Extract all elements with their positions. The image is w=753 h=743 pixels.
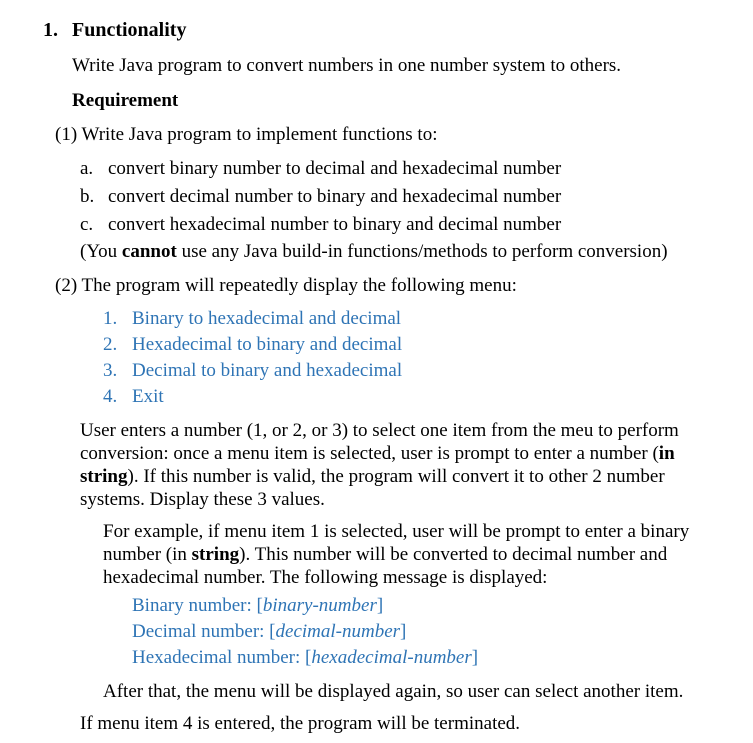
example-before: For example, if menu item 1 is selected, user will be prompt to enter a binary number (in bbox=[103, 521, 690, 565]
menu-item-1-marker: 1. bbox=[103, 308, 118, 329]
para-bold: in string bbox=[80, 443, 675, 487]
output-decimal-value: decimal-number bbox=[275, 621, 401, 642]
output-decimal-label: Decimal number: [ bbox=[132, 621, 276, 642]
menu-item-2-text: Hexadecimal to binary and decimal bbox=[132, 334, 403, 355]
para-before: User enters a number (1, or 2, or 3) to select one item from the meu to perform conversion: once a menu item is selected, user is prompt to enter a number ( bbox=[80, 420, 679, 464]
menu-item-3-marker: 3. bbox=[103, 360, 118, 381]
req1-item-b-marker: b. bbox=[80, 186, 95, 207]
para-after: ). If this number is valid, the program will convert it to other 2 number systems. Display these 3 values. bbox=[80, 466, 665, 510]
output-binary-label: Binary number: [ bbox=[132, 595, 263, 616]
req1-item-a-text: convert binary number to decimal and hexadecimal number bbox=[108, 158, 562, 179]
menu-item-2-marker: 2. bbox=[103, 334, 118, 355]
menu-item-4-text: Exit bbox=[132, 386, 164, 407]
req2-label: (2) The program will repeatedly display the following menu: bbox=[55, 275, 517, 296]
user-input-paragraph bbox=[80, 419, 720, 511]
req1-item-c-text: convert hexadecimal number to binary and decimal number bbox=[108, 214, 562, 235]
output-decimal-close: ] bbox=[400, 621, 407, 642]
req1-note-after: use any Java build-in functions/methods to perform conversion) bbox=[176, 241, 668, 262]
output-line-decimal bbox=[132, 620, 406, 643]
req1-note-before: (You bbox=[80, 241, 122, 262]
intro-text: Write Java program to convert numbers in one number system to others. bbox=[72, 55, 622, 76]
example-bold: string bbox=[191, 544, 240, 565]
req1-note bbox=[80, 240, 668, 263]
req1-item-a-marker: a. bbox=[80, 158, 94, 179]
req1-item-c-marker: c. bbox=[80, 214, 94, 235]
section-number: 1. bbox=[43, 19, 58, 41]
req1-note-bold: cannot bbox=[121, 241, 177, 262]
output-hex-label: Hexadecimal number: [ bbox=[132, 647, 312, 668]
example-after: ). This number will be converted to decimal number and hexadecimal number. The following message is displayed: bbox=[103, 544, 668, 588]
output-line-binary bbox=[132, 594, 383, 617]
menu-item-1-text: Binary to hexadecimal and decimal bbox=[132, 308, 402, 329]
output-hex-close: ] bbox=[471, 647, 479, 668]
section-title: Functionality bbox=[72, 19, 187, 41]
menu-item-4-marker: 4. bbox=[103, 386, 118, 407]
output-binary-value: binary-number bbox=[262, 595, 377, 616]
example-paragraph bbox=[103, 520, 731, 589]
after-text: After that, the menu will be displayed again, so user can select another item. bbox=[103, 681, 684, 702]
menu-item-3-text: Decimal to binary and hexadecimal bbox=[132, 360, 403, 381]
requirement-heading: Requirement bbox=[72, 90, 179, 111]
req1-item-b-text: convert decimal number to binary and hexadecimal number bbox=[108, 186, 562, 207]
output-binary-close: ] bbox=[376, 595, 384, 616]
req1-label: (1) Write Java program to implement functions to: bbox=[55, 124, 438, 145]
output-line-hexadecimal bbox=[132, 646, 478, 669]
terminate-text: If menu item 4 is entered, the program will be terminated. bbox=[80, 713, 521, 734]
output-hex-value: hexadecimal-number bbox=[311, 647, 472, 668]
